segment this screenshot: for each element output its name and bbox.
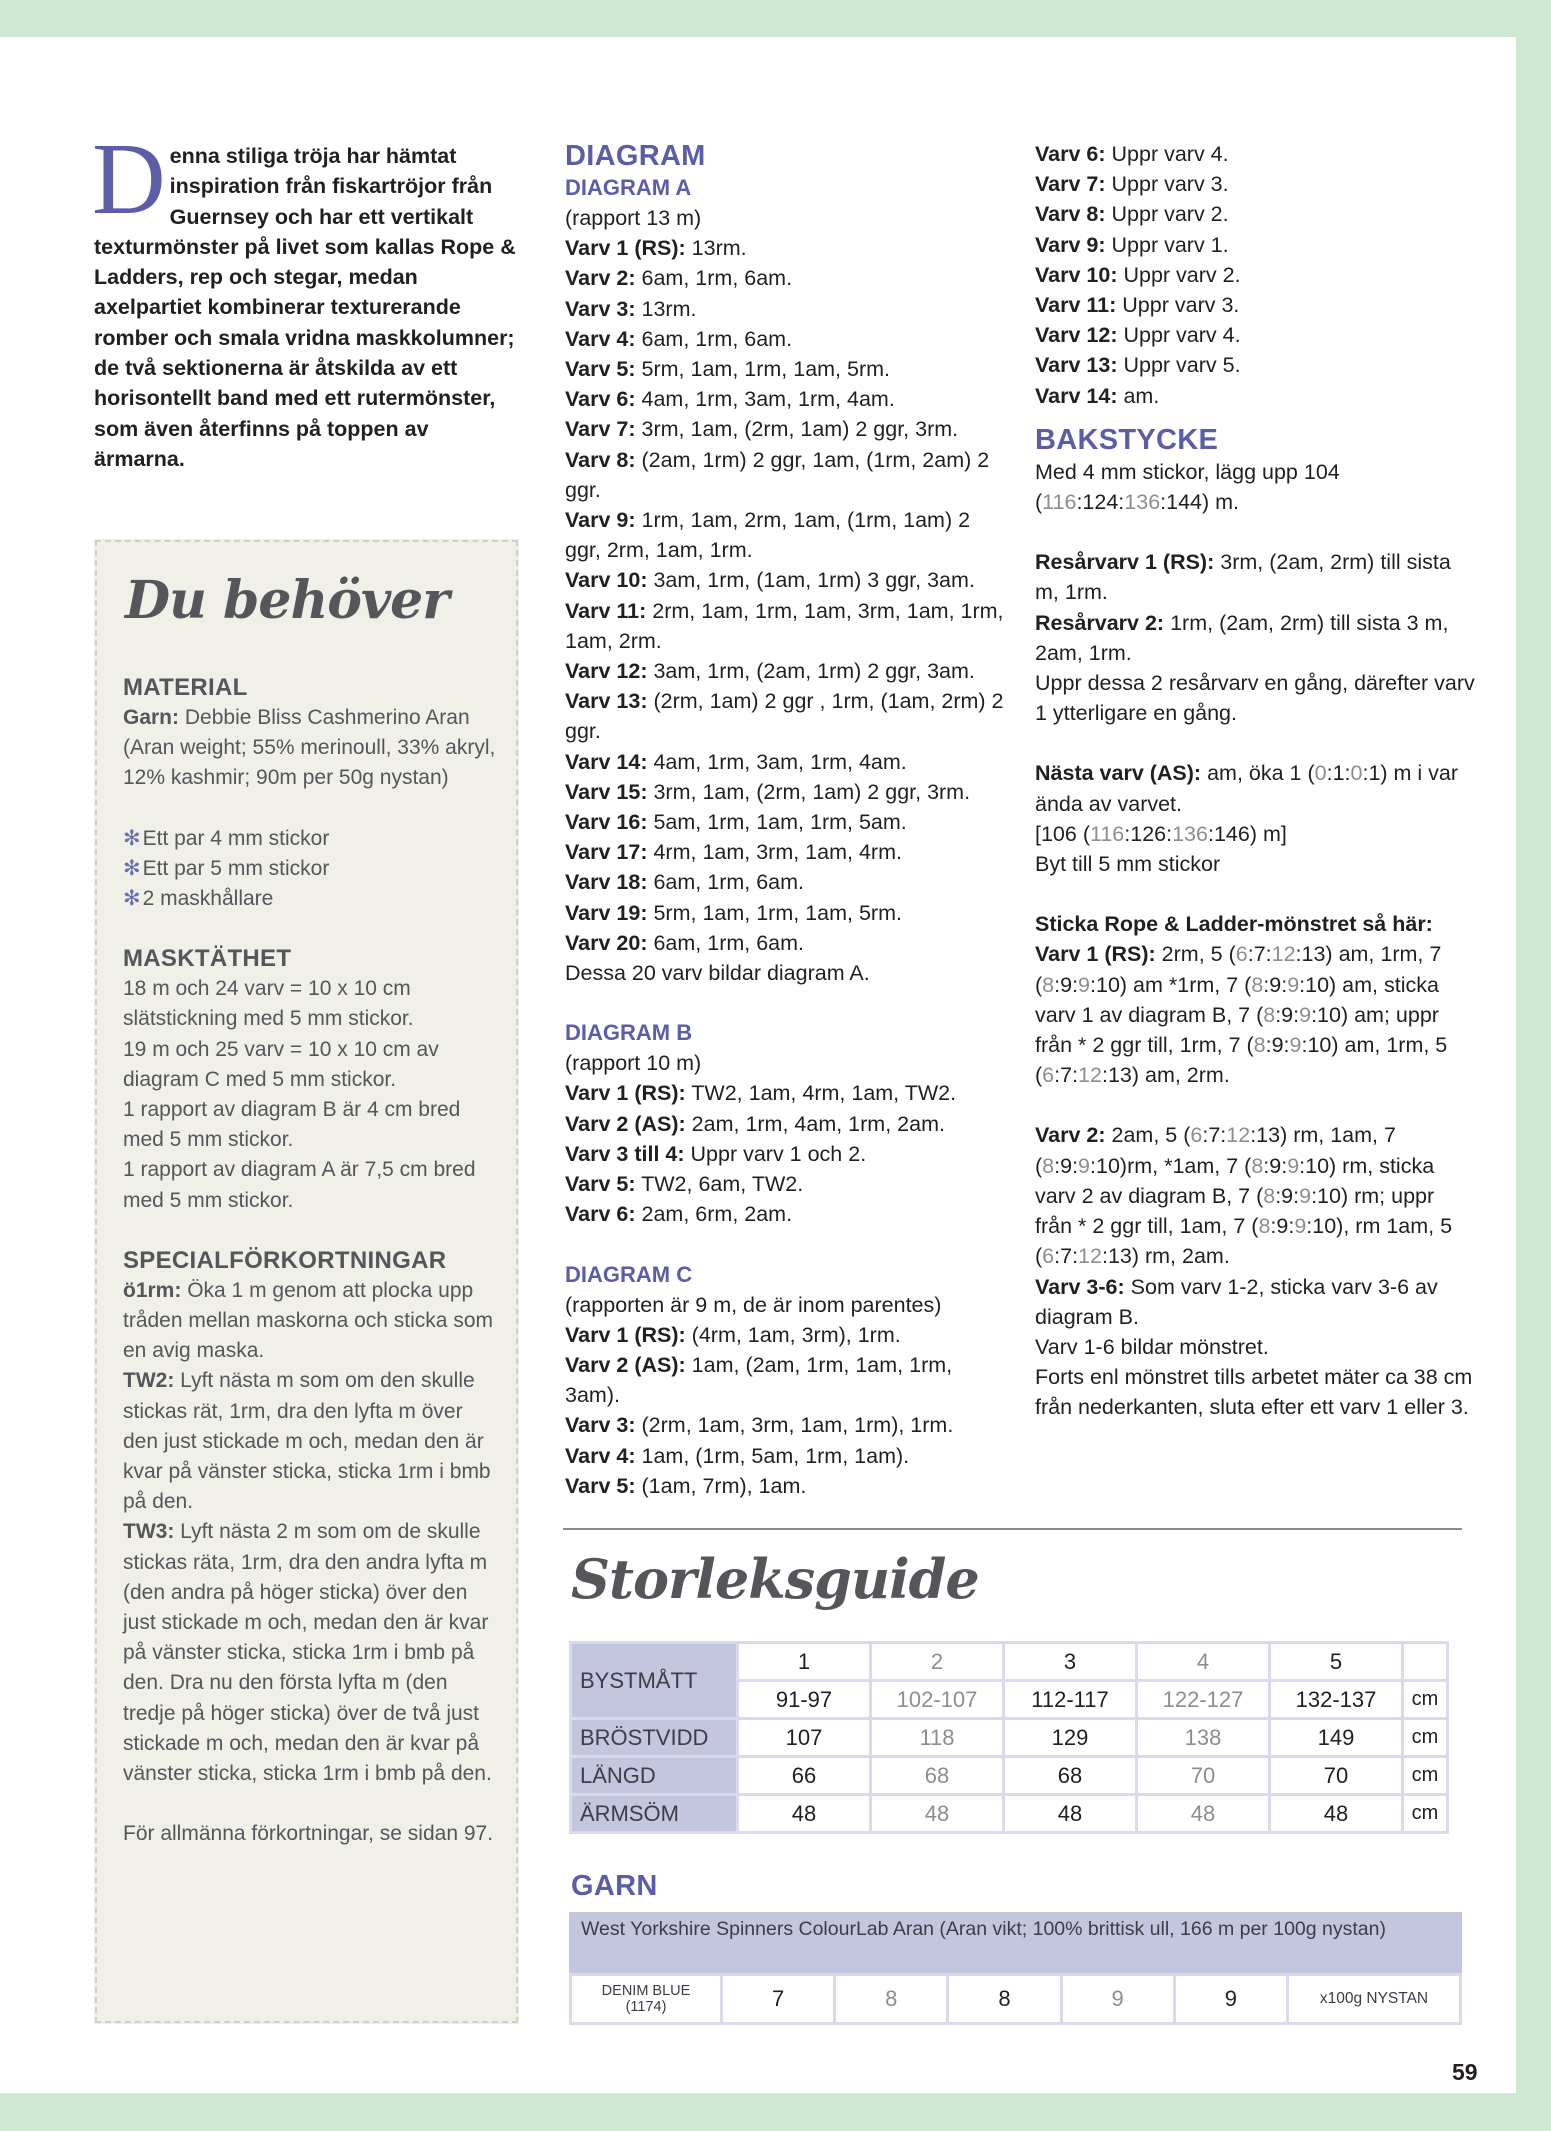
list-item: [123, 824, 501, 854]
row-text: Uppr varv 4.: [1111, 142, 1229, 166]
row-text: 6am, 1rm, 6am.: [653, 930, 805, 955]
cast-on: Med 4 mm stickor, lägg upp 104 (116:124:136:144) m.: [1035, 459, 1340, 515]
row-text: 4am, 1rm, 3am, 1rm, 4am.: [653, 749, 907, 774]
switch-needles: Byt till 5 mm stickor: [1035, 852, 1221, 877]
rib-row-1: Resårvarv 1 (RS): 3rm, (2am, 2rm) till sista m, 1rm.: [1035, 550, 1451, 605]
row-label: Varv 1 (RS):: [565, 1322, 686, 1347]
pattern-row: [565, 324, 1005, 354]
row-text: Uppr varv 2.: [1123, 262, 1241, 287]
pattern-row: [1035, 260, 1475, 290]
pattern-row: [565, 596, 1005, 656]
value-cell: 129: [1005, 1720, 1135, 1755]
diagram-c-rows: [565, 1320, 1005, 1501]
row-text: (2rm, 1am) 2 ggr , 1rm, (1am, 2rm) 2 ggr.: [565, 689, 1004, 744]
value-cell: 68: [872, 1758, 1002, 1793]
row-label: Varv 12:: [565, 659, 648, 684]
yarn-table: [569, 1973, 1462, 2025]
pattern-row: [565, 384, 1005, 414]
row-label: Varv 3:: [565, 296, 636, 321]
pattern-row: [565, 414, 1005, 444]
pattern-row: [565, 1139, 1005, 1169]
row-label: Varv 2:: [565, 266, 636, 291]
abbrev-term: TW3:: [123, 1520, 175, 1544]
asterisk-icon: ✻: [123, 826, 141, 850]
pattern-row-2: Varv 2: 2am, 5 (6:7:12:13) rm, 1am, 7 (8:9:9:10)rm, *1am, 7 (8:9:9:10) rm, sticka varv 2 av diagram B, 7 (8:9:9:10) rm; uppr från * 2 ggr till, 1am, 7 (8:9:9:10), rm 1am, 5 (6:7:12:13) rm, 2am.: [1035, 1123, 1453, 1269]
pattern-row: [565, 294, 1005, 324]
row-text: 3am, 1rm, (2am, 1rm) 2 ggr, 3am.: [653, 659, 975, 684]
row-label: Varv 10:: [1035, 262, 1118, 287]
pattern-row: [1035, 290, 1475, 320]
row-label: Varv 6:: [565, 1202, 636, 1227]
row-text: 3am, 1rm, (1am, 1rm) 3 ggr, 3am.: [653, 568, 975, 593]
table-row: [572, 1720, 1446, 1755]
pattern-row: [565, 686, 1005, 746]
back-column: [1035, 139, 1475, 1423]
diagram-a-heading: DIAGRAM A: [565, 175, 692, 200]
row-text: 1am, (2am, 1rm, 1am, 1rm, 3am).: [565, 1352, 953, 1408]
size-cell: 2: [872, 1644, 1002, 1679]
abbrev-text: Lyft nästa 2 m som om de skulle stickas räta, 1rm, dra den andra lyfta m (den andra på höger sticka) över den just stickade m och, medan den är kvar på vänster sticka, sticka 1rm i bmb på den. Dra nu den första lyfta m (den tredje på höger sticka) över de två just stickade m och, medan den är kvar på vänster sticka, sticka 1rm i bmb på den.: [123, 1520, 492, 1786]
material-heading: MATERIAL: [123, 674, 248, 701]
diagram-a-outro: Dessa 20 varv bildar diagram A.: [565, 961, 870, 986]
abbrev-text: Öka 1 m genom att plocka upp tråden mellan maskorna och sticka som en avig maska.: [123, 1278, 493, 1363]
row-text: 5rm, 1am, 1rm, 1am, 5rm.: [653, 900, 902, 925]
pattern-row: [1035, 169, 1475, 199]
pattern-row: [565, 837, 1005, 867]
value-cell: 70: [1138, 1758, 1268, 1793]
abbrev-item: [123, 1276, 501, 1367]
unit-cell: cm: [1404, 1758, 1446, 1793]
value-cell: 48: [1138, 1796, 1268, 1831]
row-text: (1am, 7rm), 1am.: [641, 1473, 807, 1498]
gauge-line: 18 m och 24 varv = 10 x 10 cm slätstickning med 5 mm stickor.: [123, 977, 414, 1031]
pattern-row: [565, 445, 1005, 505]
abbrev-item: [123, 1517, 501, 1789]
pattern-row-1: Varv 1 (RS): 2rm, 5 (6:7:12:13) am, 1rm, 7 (8:9:9:10) am *1rm, 7 (8:9:9:10) am, sticka varv 1 av diagram B, 7 (8:9:9:10) am; uppr från * 2 ggr till, 1rm, 7 (8:9:9:10) am, 1rm, 5 (6:7:12:13) am, 2rm.: [1035, 942, 1448, 1088]
yarn-spec: [123, 703, 501, 794]
pattern-row: [565, 777, 1005, 807]
row-label: Varv 20:: [565, 930, 648, 955]
size-cell: 4: [1138, 1644, 1268, 1679]
row-text: 1rm, 1am, 2rm, 1am, (1rm, 1am) 2 ggr, 2rm, 1am, 1rm.: [565, 508, 971, 563]
quantity-cell: 9: [1176, 1976, 1286, 2022]
continue-text: Forts enl mönstret tills arbetet mäter ca 38 cm från nederkanten, sluta efter ett varv 1 eller 3.: [1035, 1365, 1473, 1420]
divider: [563, 1528, 1462, 1530]
value-cell: 48: [739, 1796, 869, 1831]
value-cell: 68: [1005, 1758, 1135, 1793]
size-cell: 1: [739, 1644, 869, 1679]
pattern-row: [565, 263, 1005, 293]
item-text: 2 maskhållare: [142, 887, 274, 911]
pattern-row: [565, 1109, 1005, 1139]
row-label: Varv 6:: [565, 387, 636, 412]
pattern-row: [565, 505, 1005, 565]
row-label: Varv 11:: [565, 598, 647, 623]
empty-cell: [1404, 1644, 1446, 1679]
yarn-colour: [572, 1976, 720, 2022]
row-text: Uppr varv 1.: [1111, 232, 1229, 257]
pattern-row: [565, 1350, 1005, 1410]
diagram-c-heading: DIAGRAM C: [565, 1261, 693, 1287]
size-guide-title: Storleksguide: [571, 1547, 979, 1611]
pattern-row-3-6: Varv 3-6: Som varv 1-2, sticka varv 3-6 av diagram B.: [1035, 1274, 1438, 1329]
value-cell: 138: [1138, 1720, 1268, 1755]
bust-cell: 102-107: [872, 1682, 1002, 1717]
row-label: Varv 4:: [565, 326, 636, 351]
pattern-row: [565, 233, 1005, 263]
size-cell: 3: [1005, 1644, 1135, 1679]
colour-code: (1174): [625, 1999, 667, 2015]
diagram-heading: DIAGRAM: [565, 140, 706, 172]
pattern-row: [565, 1441, 1005, 1471]
row-text: 5am, 1rm, 1am, 1rm, 5am.: [653, 810, 907, 835]
pattern-row: [565, 807, 1005, 837]
pattern-row: [565, 1471, 1005, 1501]
yarn-heading: GARN: [571, 1870, 658, 1902]
value-cell: 48: [872, 1796, 1002, 1831]
item-text: Ett par 4 mm stickor: [142, 826, 330, 850]
row-label: Varv 13:: [565, 689, 648, 714]
page-number: 59: [1452, 2059, 1478, 2085]
pattern-row: [565, 1078, 1005, 1108]
pattern-row: [1035, 381, 1475, 411]
row-text: am.: [1123, 383, 1160, 408]
row-text: (4rm, 1am, 3rm), 1rm.: [691, 1322, 901, 1347]
pattern-row: [565, 928, 1005, 958]
row-label: Varv 5:: [565, 1473, 636, 1498]
row-text: 2am, 1rm, 4am, 1rm, 2am.: [691, 1111, 945, 1136]
gauge-heading: MASKTÄTHET: [123, 945, 292, 973]
row-label: Varv 3:: [565, 1413, 636, 1438]
list-item: [123, 884, 501, 914]
row-label: Varv 13:: [1035, 353, 1118, 378]
row-label: Varv 6:: [1035, 142, 1106, 166]
pattern-row: [565, 867, 1005, 897]
yarn-label: Garn:: [123, 706, 180, 729]
row-text: 4am, 1rm, 3am, 1rm, 4am.: [641, 387, 895, 412]
quantity-unit: x100g NYSTAN: [1289, 1976, 1459, 2022]
pattern-row: [1035, 199, 1475, 229]
drop-cap: D: [92, 123, 166, 236]
diagram-column: [565, 139, 1005, 1501]
back-heading: BAKSTYCKE: [1035, 423, 1219, 456]
row-label: LÄNGD: [572, 1758, 736, 1793]
diagram-b-intro: (rapport 10 m): [565, 1051, 702, 1076]
row-text: TW2, 1am, 4rm, 1am, TW2.: [691, 1081, 957, 1106]
intro-text: enna stiliga tröja har hämtat inspiration från fiskartröjor från Guernsey och har ett vertikalt texturmönster på livet som kallas Rope & Ladders, rep och stegar, medan axelpartiet kombinerar texturerande romber och smala vridna maskkolumner; de två sektionerna är åtskilda av ett horisontellt band med ett rutermönster, som även återfinns på toppen av ärmarna.: [94, 144, 516, 471]
materials-box: [94, 539, 519, 2024]
abbrev-item: [123, 1366, 501, 1517]
quantity-cell: 8: [949, 1976, 1059, 2022]
next-row: Nästa varv (AS): am, öka 1 (0:1:0:1) m i var ända av varvet.: [1035, 761, 1459, 816]
unit-cell: cm: [1404, 1682, 1446, 1717]
row-text: Uppr varv 3.: [1122, 293, 1240, 318]
value-cell: 66: [739, 1758, 869, 1793]
unit-cell: cm: [1404, 1796, 1446, 1831]
row-label: Varv 16:: [565, 810, 648, 835]
quantity-cell: 9: [1063, 1976, 1173, 2022]
abbrev-footer: För allmänna förkortningar, se sidan 97.: [123, 1822, 494, 1846]
abbrev-term: ö1rm:: [123, 1278, 182, 1302]
pattern-heading: Sticka Rope & Ladder-mönstret så här:: [1035, 912, 1433, 937]
row-text: 4rm, 1am, 3rm, 1am, 4rm.: [653, 840, 902, 865]
rib-repeat: Uppr dessa 2 resårvarv en gång, därefter varv 1 ytterligare en gång.: [1035, 671, 1475, 726]
row-text: 3rm, 1am, (2rm, 1am) 2 ggr, 3rm.: [641, 417, 959, 442]
row-text: TW2, 6am, TW2.: [641, 1172, 804, 1197]
quantity-cell: 7: [723, 1976, 833, 2022]
row-label: Varv 5:: [565, 1172, 636, 1197]
abbrev-text: Lyft nästa m som om den skulle stickas rät, 1rm, dra den lyfta m över den just stickade m och, medan den är kvar på vänster sticka, sticka 1rm i bmb på den.: [123, 1369, 491, 1514]
row-text: 6am, 1rm, 6am.: [653, 870, 805, 895]
colour-name: DENIM BLUE: [601, 1983, 691, 1999]
row-text: 6am, 1rm, 6am.: [641, 326, 793, 351]
gauge-line: 19 m och 25 varv = 10 x 10 cm av diagram C med 5 mm stickor.: [123, 1037, 439, 1091]
row-label: Varv 4:: [565, 1443, 636, 1468]
asterisk-icon: ✻: [123, 856, 141, 880]
row-label: Varv 7:: [565, 417, 636, 442]
materials-title: Du behöver: [125, 570, 449, 631]
pattern-row: [565, 1320, 1005, 1350]
row-label: Varv 17:: [565, 840, 648, 865]
row-label: Varv 14:: [565, 749, 648, 774]
row-label: Varv 8:: [565, 447, 636, 472]
bust-cell: 112-117: [1005, 1682, 1135, 1717]
gauge-line: 1 rapport av diagram B är 4 cm bred med 5 mm stickor.: [123, 1098, 461, 1152]
table-row: [572, 1976, 1459, 2022]
table-row: [572, 1796, 1446, 1831]
pattern-row: [1035, 320, 1475, 350]
size-cell: 5: [1271, 1644, 1401, 1679]
row-label: Varv 14:: [1035, 383, 1118, 408]
value-cell: 70: [1271, 1758, 1401, 1793]
stitch-count: [106 (116:126:136:146) m]: [1035, 821, 1287, 846]
row-label: Varv 9:: [565, 508, 636, 533]
rib-row-2: Resårvarv 2: 1rm, (2am, 2rm) till sista 3 m, 2am, 1rm.: [1035, 610, 1449, 665]
row-label: Varv 2 (AS):: [565, 1352, 686, 1377]
value-cell: 48: [1005, 1796, 1135, 1831]
row-text: Uppr varv 1 och 2.: [690, 1141, 867, 1166]
row-text: 2rm, 1am, 1rm, 1am, 3rm, 1am, 1rm, 1am, 2rm.: [565, 598, 1004, 653]
row-text: Uppr varv 5.: [1123, 353, 1241, 378]
pattern-row: [565, 898, 1005, 928]
value-cell: 118: [872, 1720, 1002, 1755]
row-label: Varv 3 till 4:: [565, 1141, 685, 1166]
row-text: (2am, 1rm) 2 ggr, 1am, (1rm, 2am) 2 ggr.: [565, 447, 990, 502]
item-text: Ett par 5 mm stickor: [142, 856, 330, 880]
row-label: Varv 19:: [565, 900, 648, 925]
row-text: (2rm, 1am, 3rm, 1am, 1rm), 1rm.: [641, 1413, 954, 1438]
value-cell: 149: [1271, 1720, 1401, 1755]
bust-label: BYSTMÅTT: [572, 1644, 736, 1717]
row-text: 1am, (1rm, 5am, 1rm, 1am).: [641, 1443, 910, 1468]
row-label: Varv 1 (RS):: [565, 236, 686, 261]
row-label: Varv 18:: [565, 870, 648, 895]
value-cell: 48: [1271, 1796, 1401, 1831]
pattern-row: [565, 747, 1005, 777]
list-item: [123, 854, 501, 884]
diagram-a-rows: [565, 233, 1005, 958]
yarn-text: Debbie Bliss Cashmerino Aran (Aran weight; 55% merinoull, 33% akryl, 12% kashmir; 90m per 50g nystan): [123, 706, 496, 790]
row-label: Varv 10:: [565, 568, 648, 593]
pattern-row: [565, 1169, 1005, 1199]
pattern-row: [565, 656, 1005, 686]
diagram-c-rows-cont: [1035, 139, 1475, 411]
diagram-b-heading: DIAGRAM B: [565, 1020, 693, 1046]
table-row: [572, 1758, 1446, 1793]
table-row: [572, 1644, 1446, 1679]
quantity-cell: 8: [836, 1976, 946, 2022]
diagram-c-intro: (rapporten är 9 m, de är inom parentes): [565, 1292, 942, 1317]
abbrev-heading: SPECIALFÖRKORTNINGAR: [123, 1246, 447, 1274]
diagram-a-intro: (rapport 13 m): [565, 206, 702, 230]
row-text: 2am, 6rm, 2am.: [641, 1202, 793, 1227]
row-label: BRÖSTVIDD: [572, 1720, 736, 1755]
row-text: 13rm.: [691, 236, 747, 261]
pattern-row: [565, 565, 1005, 595]
yarn-description: West Yorkshire Spinners ColourLab Aran (Aran vikt; 100% brittisk ull, 166 m per 100g nystan): [569, 1912, 1462, 1973]
row-label: Varv 2 (AS):: [565, 1111, 686, 1136]
bust-cell: 132-137: [1271, 1682, 1401, 1717]
row-text: Uppr varv 4.: [1123, 323, 1241, 348]
diagram-b-rows: [565, 1078, 1005, 1229]
row-label: Varv 15:: [565, 779, 648, 804]
row-text: Uppr varv 2.: [1111, 202, 1229, 227]
gauge-line: 1 rapport av diagram A är 7,5 cm bred med 5 mm stickor.: [123, 1158, 476, 1212]
row-text: 6am, 1rm, 6am.: [641, 266, 793, 291]
value-cell: 107: [739, 1720, 869, 1755]
size-guide-table: [569, 1641, 1449, 1834]
pattern-row: [1035, 230, 1475, 260]
row-label: Varv 8:: [1035, 202, 1106, 227]
unit-cell: cm: [1404, 1720, 1446, 1755]
row-text: Uppr varv 3.: [1111, 172, 1229, 197]
pattern-row: [1035, 139, 1475, 169]
row-label: Varv 1 (RS):: [565, 1081, 686, 1106]
asterisk-icon: ✻: [123, 887, 141, 911]
row-label: Varv 5:: [565, 357, 636, 382]
row-label: Varv 11:: [1035, 293, 1117, 318]
pattern-row: [565, 354, 1005, 384]
intro-paragraph: [92, 123, 524, 474]
pattern-rows-1-6: Varv 1-6 bildar mönstret.: [1035, 1334, 1269, 1359]
row-text: 5rm, 1am, 1rm, 1am, 5rm.: [641, 357, 891, 382]
pattern-row: [1035, 350, 1475, 380]
row-label: Varv 9:: [1035, 232, 1106, 257]
bust-cell: 91-97: [739, 1682, 869, 1717]
bust-cell: 122-127: [1138, 1682, 1268, 1717]
row-text: 13rm.: [641, 296, 697, 321]
abbrev-term: TW2:: [123, 1369, 175, 1393]
pattern-row: [565, 1410, 1005, 1440]
pattern-row: [565, 1199, 1005, 1229]
row-label: ÄRMSÖM: [572, 1796, 736, 1831]
row-label: Varv 7:: [1035, 172, 1106, 197]
row-label: Varv 12:: [1035, 323, 1118, 348]
row-text: 3rm, 1am, (2rm, 1am) 2 ggr, 3rm.: [653, 779, 971, 804]
